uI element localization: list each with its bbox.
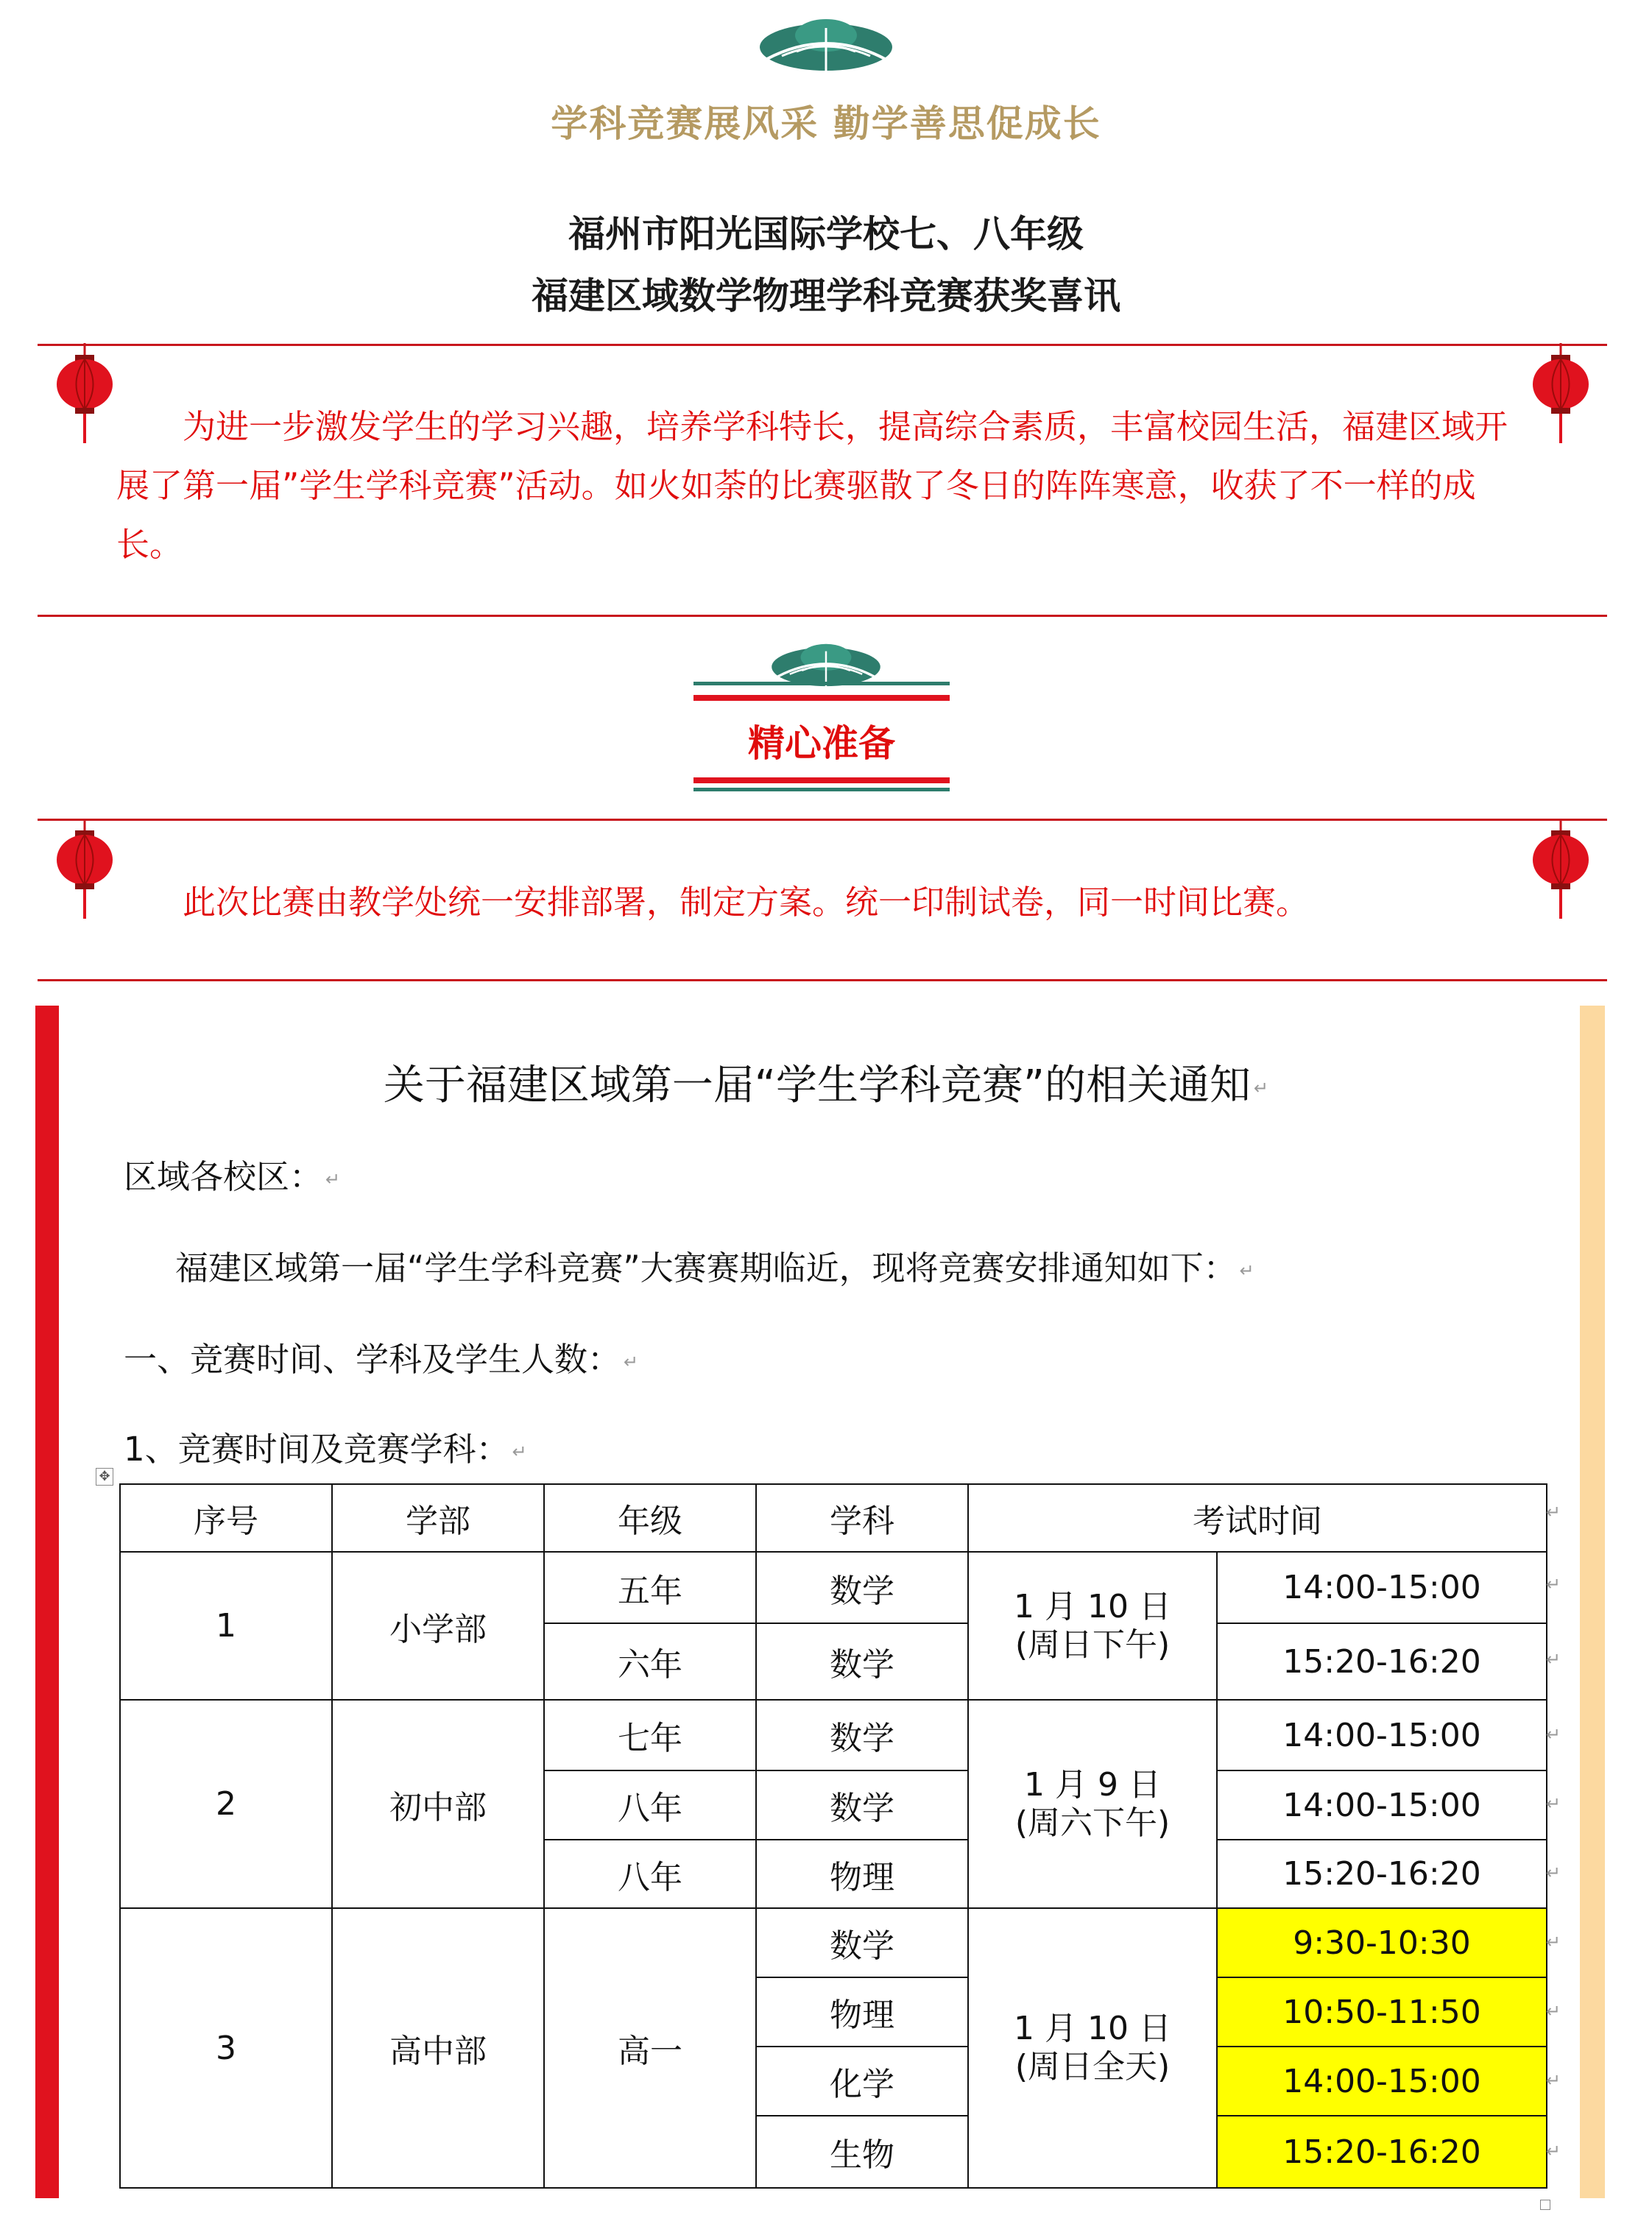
body-text: 福建区域第一届“学生学科竞赛”大赛赛期临近，现将竞赛安排通知如下：: [175, 1249, 1237, 1288]
sub-one-text: 1、竞赛时间及竞赛学科：: [124, 1430, 509, 1469]
paragraph-mark-icon: ↵: [1253, 1077, 1269, 1098]
notice-left-bar: [35, 1006, 59, 2198]
notice-salutation: [124, 1150, 340, 1198]
exam-time: 14:00-15:00: [1217, 1552, 1547, 1623]
grade: 八年: [544, 1770, 756, 1840]
department: 小学部: [332, 1552, 544, 1700]
exam-time-highlighted: 14:00-15:00: [1217, 2047, 1547, 2116]
subject: 数学: [756, 1552, 968, 1623]
table-resize-handle-icon[interactable]: [1540, 2200, 1550, 2210]
page-title-line2: 福建区域数学物理学科竞赛获奖喜讯: [532, 275, 1120, 317]
paragraph-mark-icon: ↵: [624, 1352, 639, 1372]
table-row: [120, 1908, 1547, 1977]
paragraph-mark-icon: ↵: [1546, 2001, 1561, 2022]
paragraph-mark-icon: ↵: [1546, 1793, 1561, 1814]
paragraph-mark-icon: ↵: [1546, 2070, 1561, 2091]
exam-date-note: (周日下午): [1014, 1625, 1171, 1664]
table-header-row: [120, 1484, 1547, 1552]
row-number: 3: [120, 1908, 332, 2188]
schedule-table: [119, 1483, 1547, 2189]
paragraph-mark-icon: ↵: [1546, 1649, 1561, 1670]
subject: 化学: [756, 2047, 968, 2116]
exam-date-day: 1 月 9 日: [1024, 1765, 1161, 1804]
subject: 物理: [756, 1977, 968, 2047]
lantern-icon: [1529, 343, 1592, 443]
lantern-icon: [53, 819, 116, 919]
header-cell: 学科: [756, 1484, 968, 1552]
notice-title-text: 关于福建区域第一届“学生学科竞赛”的相关通知: [383, 1062, 1251, 1109]
exam-time: 15:20-16:20: [1217, 1623, 1547, 1700]
table-row: [120, 1552, 1547, 1623]
divider-section1-top: [38, 819, 1607, 821]
notice-section-one: [124, 1332, 638, 1380]
table-row: [120, 1700, 1547, 1770]
department: 初中部: [332, 1700, 544, 1908]
paragraph-mark-icon: ↵: [1239, 1260, 1254, 1281]
intro-paragraph: 为进一步激发学生的学习兴趣，培养学科特长，提高综合素质，丰富校园生活，福建区域开展了第一届”学生学科竞赛”活动。如火如荼的比赛驱散了冬日的阵阵寒意，收获了不一样的成长。: [116, 407, 1508, 564]
subject: 数学: [756, 1700, 968, 1770]
heading-bar-bottom-green: [693, 788, 950, 791]
row-number: 2: [120, 1700, 332, 1908]
section-heading: 精心准备: [748, 722, 895, 765]
divider-section1-bottom: [38, 979, 1607, 981]
paragraph-mark-icon: ↵: [1546, 1574, 1561, 1595]
subject: 物理: [756, 1840, 968, 1908]
header-cell: 年级: [544, 1484, 756, 1552]
notice-sub-one: [124, 1422, 527, 1470]
header-cell: 考试时间: [968, 1484, 1547, 1552]
exam-date: [968, 1908, 1217, 2188]
lantern-icon: [53, 343, 116, 443]
exam-time: 14:00-15:00: [1217, 1770, 1547, 1840]
grade: 五年: [544, 1552, 756, 1623]
exam-time: 15:20-16:20: [1217, 1840, 1547, 1908]
grade: 七年: [544, 1700, 756, 1770]
subject: 数学: [756, 1623, 968, 1700]
header-cell: 序号: [120, 1484, 332, 1552]
pine-ornament-icon: [766, 639, 886, 688]
row-number: 1: [120, 1552, 332, 1700]
salutation-text: 区域各校区：: [124, 1157, 323, 1196]
exam-date-day: 1 月 10 日: [1014, 1587, 1171, 1625]
notice-body: [175, 1241, 1254, 1289]
notice-title: [0, 1053, 1652, 1112]
exam-date-note: (周六下午): [1014, 1804, 1171, 1842]
exam-time-highlighted: 15:20-16:20: [1217, 2116, 1547, 2188]
department: 高中部: [332, 1908, 544, 2188]
section1-paragraph: 此次比赛由教学处统一安排部署，制定方案。统一印制试卷，同一时间比赛。: [183, 883, 1310, 922]
exam-time: 14:00-15:00: [1217, 1700, 1547, 1770]
section-one-text: 一、竞赛时间、学科及学生人数：: [124, 1340, 621, 1379]
slogan: 学科竞赛展风采 勤学善思促成长: [551, 102, 1101, 145]
exam-time-highlighted: 10:50-11:50: [1217, 1977, 1547, 2047]
grade: 高一: [544, 1908, 756, 2188]
table-move-handle-icon[interactable]: ✥: [96, 1468, 113, 1486]
paragraph-mark-icon: ↵: [512, 1441, 527, 1462]
page-title-line1: 福州市阳光国际学校七、八年级: [568, 213, 1084, 255]
heading-bar-top-green: [693, 682, 950, 685]
subject: 数学: [756, 1770, 968, 1840]
exam-time-highlighted: 9:30-10:30: [1217, 1908, 1547, 1977]
subject: 数学: [756, 1908, 968, 1977]
notice-right-bar: [1580, 1006, 1605, 2198]
paragraph-mark-icon: ↵: [325, 1169, 341, 1190]
paragraph-mark-icon: ↵: [1546, 1724, 1561, 1745]
heading-bar-top-red: [693, 695, 950, 701]
paragraph-mark-icon: ↵: [1546, 1502, 1561, 1522]
divider-intro-bottom: [38, 615, 1607, 617]
exam-date-day: 1 月 10 日: [1014, 2010, 1171, 2047]
exam-date: [968, 1552, 1217, 1700]
paragraph-mark-icon: ↵: [1546, 2141, 1561, 2161]
grade: 六年: [544, 1623, 756, 1700]
lantern-icon: [1529, 819, 1592, 919]
paragraph-mark-icon: ↵: [1546, 1862, 1561, 1883]
paragraph-mark-icon: ↵: [1546, 1932, 1561, 1952]
grade: 八年: [544, 1840, 756, 1908]
header-cell: 学部: [332, 1484, 544, 1552]
pine-ornament-icon: [752, 13, 900, 72]
heading-bar-bottom-red: [693, 777, 950, 783]
exam-date-note: (周日全天): [1014, 2048, 1171, 2086]
exam-date: [968, 1700, 1217, 1908]
subject: 生物: [756, 2116, 968, 2188]
divider-top: [38, 344, 1607, 346]
